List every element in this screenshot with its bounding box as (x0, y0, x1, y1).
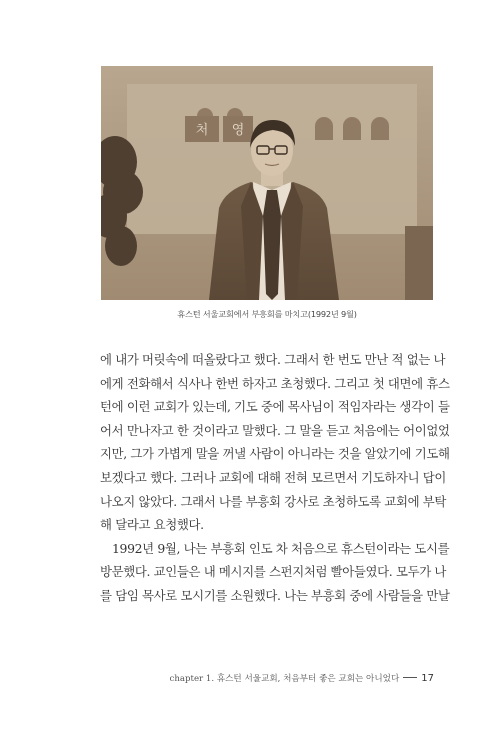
sign-char-2: 영 (231, 123, 245, 138)
body-line: 에 내가 머릿속에 떠올랐다고 했다. 그래서 한 번도 만난 적 없는 나 (100, 352, 446, 367)
body-line: 나오지 않았다. 그래서 나를 부흥회 강사로 초청하도록 교회에 부탁 (100, 493, 447, 509)
body-line: 해 달라고 요청했다. (100, 517, 204, 533)
page-number: 17 (421, 673, 434, 684)
body-line: 1992년 9월, 나는 부흥회 인도 차 처음으로 휴스턴이라는 도시를 (112, 540, 450, 556)
running-head: chapter 1. 휴스턴 서울교회, 처음부터 좋은 교회는 아니었다 (169, 674, 400, 684)
page-footer (170, 672, 434, 684)
body-text (100, 348, 450, 608)
footer-rule (403, 677, 417, 678)
body-line: 보겠다고 했다. 그러나 교회에 대해 전혀 모르면서 기도하자니 답이 (100, 469, 447, 485)
body-line: 지만, 그가 가볍게 말을 꺼낼 사람이 아니라는 것을 알았기에 기도해 (100, 446, 450, 462)
body-line: 에게 전화해서 식사나 한번 하자고 초청했다. 그리고 첫 대면에 휴스 (100, 375, 450, 391)
photo (101, 66, 433, 300)
body-line: 턴에 이런 교회가 있는데, 기도 중에 목사님이 적임자라는 생각이 들 (100, 399, 450, 415)
body-line: 어서 만나자고 한 것이라고 말했다. 그 말을 듣고 처음에는 어이없었 (100, 422, 450, 438)
sign-char-1: 처 (195, 123, 209, 138)
pastor-photo-illustration (101, 66, 433, 300)
photo-caption: 휴스턴 서울교회에서 부흥회를 마치고(1992년 9월) (177, 309, 357, 319)
body-line: 방문했다. 교인들은 내 메시지를 스펀지처럼 빨아들였다. 모두가 나 (100, 564, 447, 580)
body-line: 를 담임 목사로 모시기를 소원했다. 나는 부흥회 중에 사람들을 만날 (100, 587, 450, 603)
